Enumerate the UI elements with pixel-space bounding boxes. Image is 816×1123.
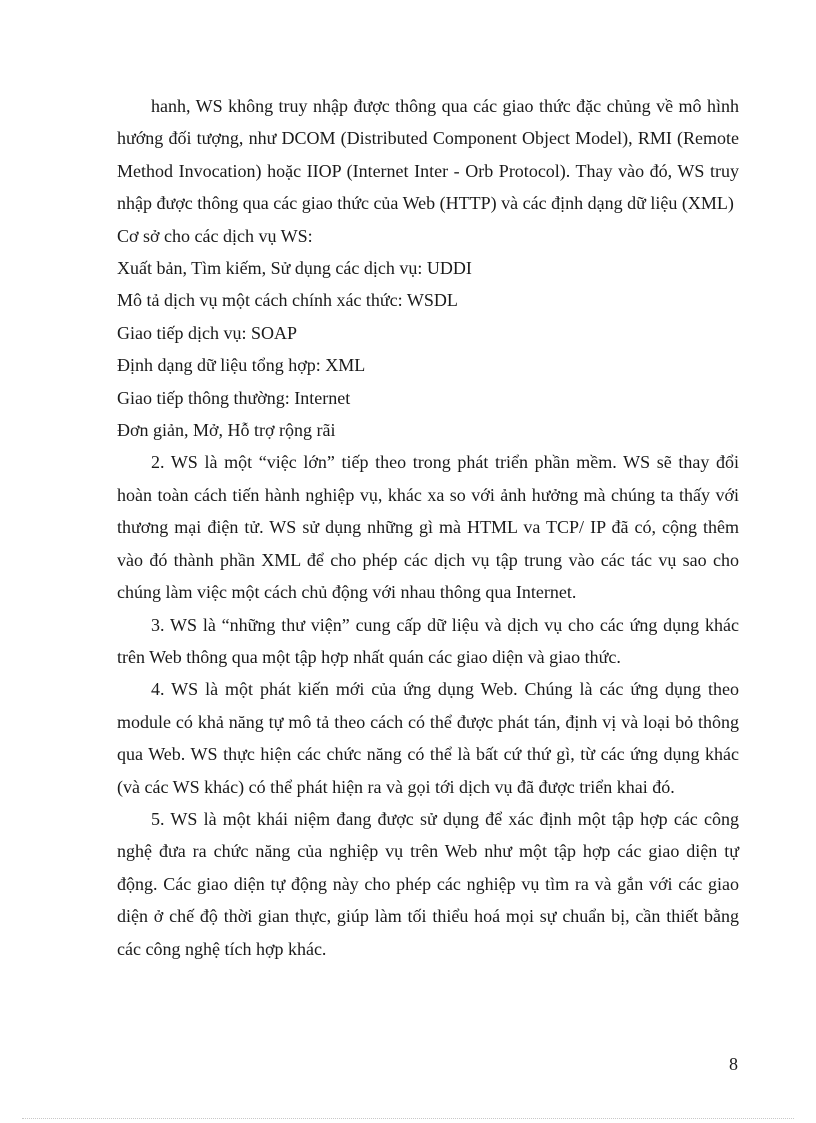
- footer-divider: [22, 1118, 794, 1119]
- paragraph-point-5: 5. WS là một khái niệm đang được sử dụng để xác định một tập hợp các công nghệ đưa ra chức năng của nghiệp vụ trên Web như một tập hợp các giao diện tự động. Các giao diện tự động này cho phép các nghiệp vụ tìm ra và gắn với các giao diện ở chế độ thời gian thực, giúp làm tối thiểu hoá mọi sự chuẩn bị, cần thiết bằng các công nghệ tích hợp khác.: [117, 808, 739, 959]
- list-item-uddi: Xuất bản, Tìm kiếm, Sử dụng các dịch vụ: UDDI: [117, 258, 472, 279]
- page-body: [117, 90, 739, 965]
- ws-basis-heading: Cơ sở cho các dịch vụ WS:: [117, 225, 313, 246]
- list-item-xml: Định dạng dữ liệu tổng hợp: XML: [117, 355, 366, 376]
- paragraph-intro: hanh, WS không truy nhập được thông qua các giao thức đặc chủng về mô hình hướng đối tượng, như DCOM (Distributed Component Object Model), RMI (Remote Method Invocation) hoặc IIOP (Internet Inter - Orb Protocol). Thay vào đó, WS truy nhập được thông qua các giao thức của Web (HTTP) và các định dạng dữ liệu (XML): [117, 96, 739, 214]
- list-item-soap: Giao tiếp dịch vụ: SOAP: [117, 322, 297, 343]
- paragraph-point-3: 3. WS là “những thư viện” cung cấp dữ liệu và dịch vụ cho các ứng dụng khác trên Web thông qua một tập hợp nhất quán các giao diện và giao thức.: [117, 614, 739, 667]
- paragraph-point-2: 2. WS là một “việc lớn” tiếp theo trong phát triển phần mềm. WS sẽ thay đổi hoàn toàn cách tiến hành nghiệp vụ, khác xa so với ảnh hưởng mà chúng ta thấy với thương mại điện tử. WS sử dụng những gì mà HTML va TCP/ IP đã có, cộng thêm vào đó thành phần XML để cho phép các dịch vụ tập trung vào các tác vụ sao cho chúng làm việc một cách chủ động với nhau thông qua Internet.: [117, 452, 739, 603]
- page-number: 8: [729, 1054, 738, 1074]
- paragraph-point-4: 4. WS là một phát kiến mới của ứng dụng Web. Chúng là các ứng dụng theo module có khả năng tự mô tả theo cách có thể được phát tán, định vị và loại bỏ thông qua Web. WS thực hiện các chức năng có thể là bất cứ thứ gì, từ các ứng dụng khác (và các WS khác) có thể phát hiện ra và gọi tới dịch vụ đã được triển khai đó.: [117, 679, 739, 797]
- list-item-wsdl: Mô tả dịch vụ một cách chính xác thức: WSDL: [117, 290, 458, 311]
- list-item-simple-open: Đơn giản, Mở, Hỗ trợ rộng rãi: [117, 420, 336, 441]
- list-item-internet: Giao tiếp thông thường: Internet: [117, 387, 351, 408]
